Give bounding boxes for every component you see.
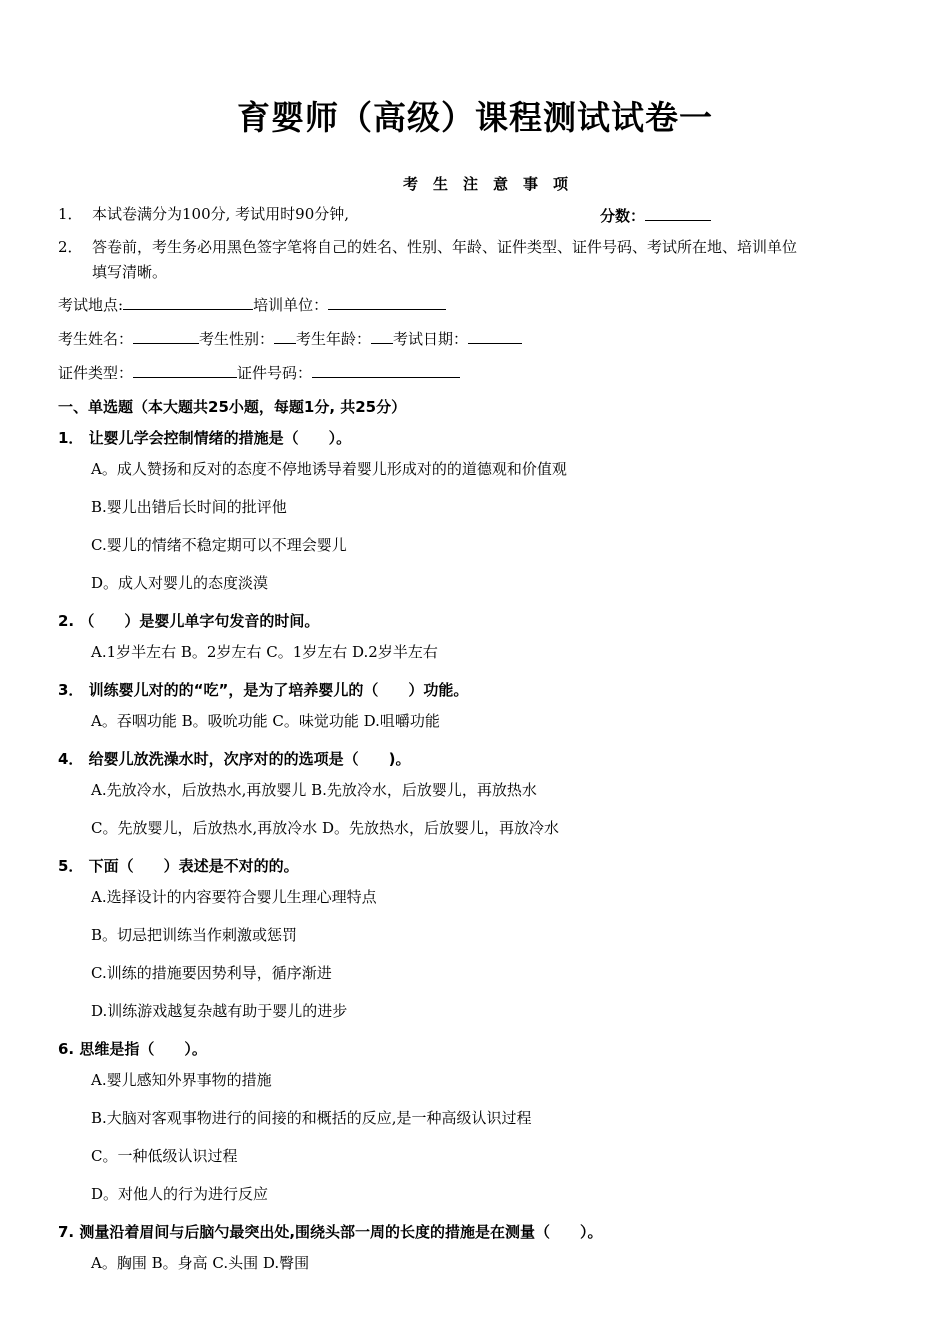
page-title: 育婴师（高级）课程测试试卷一 — [237, 98, 713, 137]
question-stem: 3． 训练婴儿对的的“吃”，是为了培养婴儿的（ ）功能。 — [58, 681, 469, 699]
notice-text: 答卷前，考生务必用黑色签字笔将自己的姓名、性别、年龄、证件类型、证件号码、考试所在地、培训单位 — [92, 238, 798, 256]
notice-2-cont: 填写清晰。 — [92, 263, 168, 281]
question-option: B.婴儿出错后长时间的批评他 — [91, 498, 287, 516]
form-row-1 — [58, 294, 446, 315]
gender-field[interactable] — [274, 329, 296, 344]
exam-location-label: 考试地点: — [58, 296, 124, 314]
notice-2 — [58, 236, 797, 257]
score-field — [600, 205, 711, 226]
score-blank[interactable] — [645, 206, 711, 221]
question-stem: 7. 测量沿着眉间与后脑勺最突出处,围绕头部一周的长度的措施是在测量（ ）。 — [58, 1223, 603, 1241]
gender-label: 考生性别： — [199, 330, 275, 348]
question-option: A。吞咽功能 B。吸吮功能 C。味觉功能 D.咀嚼功能 — [91, 712, 440, 730]
question-stem: 6. 思维是指（ ）。 — [58, 1040, 207, 1058]
question-stem: 4． 给婴儿放洗澡水时，次序对的的选项是（ )。 — [58, 750, 411, 768]
question-option: A.选择设计的内容要符合婴儿生理心理特点 — [91, 888, 377, 906]
question-option: C.婴儿的情绪不稳定期可以不理会婴儿 — [91, 536, 347, 554]
question-option: A。成人赞扬和反对的态度不停地诱导着婴儿形成对的的道德观和价值观 — [91, 460, 567, 478]
question-option: D。成人对婴儿的态度淡漠 — [91, 574, 269, 592]
question-option: C。先放婴儿，后放热水,再放冷水 D。先放热水，后放婴儿，再放冷水 — [91, 819, 560, 837]
notice-number: 2． — [58, 238, 83, 256]
score-label: 分数： — [600, 207, 646, 225]
notice-1 — [58, 203, 349, 224]
question-stem: 1． 让婴儿学会控制情绪的措施是（ ）。 — [58, 429, 352, 447]
question-stem: 2. （ ）是婴儿单字句发音的时间。 — [58, 612, 320, 630]
question-option: D.训练游戏越复杂越有助于婴儿的进步 — [91, 1002, 348, 1020]
name-label: 考生姓名： — [58, 330, 134, 348]
question-option: C.训练的措施要因势利导，循序渐进 — [91, 964, 332, 982]
question-stem: 5． 下面（ ）表述是不对的的。 — [58, 857, 299, 875]
name-field[interactable] — [133, 329, 199, 344]
notice-heading: 考生注意事项 — [402, 175, 583, 193]
question-option: D。对他人的行为进行反应 — [91, 1185, 269, 1203]
question-option: C。一种低级认识过程 — [91, 1147, 238, 1165]
notice-number: 1． — [58, 205, 83, 223]
exam-location-field[interactable] — [123, 295, 253, 310]
form-row-3 — [58, 362, 460, 383]
question-option: A.先放冷水，后放热水,再放婴儿 B.先放冷水，后放婴儿，再放热水 — [91, 781, 537, 799]
id-type-label: 证件类型： — [58, 364, 134, 382]
question-option: A.1岁半左右 B。2岁左右 C。1岁左右 D.2岁半左右 — [91, 643, 438, 661]
age-field[interactable] — [371, 329, 393, 344]
question-option: A.婴儿感知外界事物的措施 — [91, 1071, 272, 1089]
form-row-2 — [58, 328, 522, 349]
section-heading: 一、单选题（本大题共25小题，每题1分, 共25分） — [58, 398, 407, 416]
id-number-label: 证件号码： — [237, 364, 313, 382]
date-label: 考试日期： — [393, 330, 469, 348]
id-number-field[interactable] — [312, 363, 460, 378]
notice-text: 本试卷满分为100分, 考试用时90分钟, — [92, 205, 350, 223]
question-option: A。胸围 B。身高 C.头围 D.臀围 — [91, 1254, 310, 1272]
question-option: B.大脑对客观事物进行的间接的和概括的反应,是一种高级认识过程 — [91, 1109, 532, 1127]
question-option: B。切忌把训练当作刺激或惩罚 — [91, 926, 298, 944]
id-type-field[interactable] — [133, 363, 237, 378]
age-label: 考生年龄： — [296, 330, 372, 348]
training-unit-label: 培训单位： — [253, 296, 329, 314]
date-field[interactable] — [468, 329, 522, 344]
training-unit-field[interactable] — [328, 295, 446, 310]
